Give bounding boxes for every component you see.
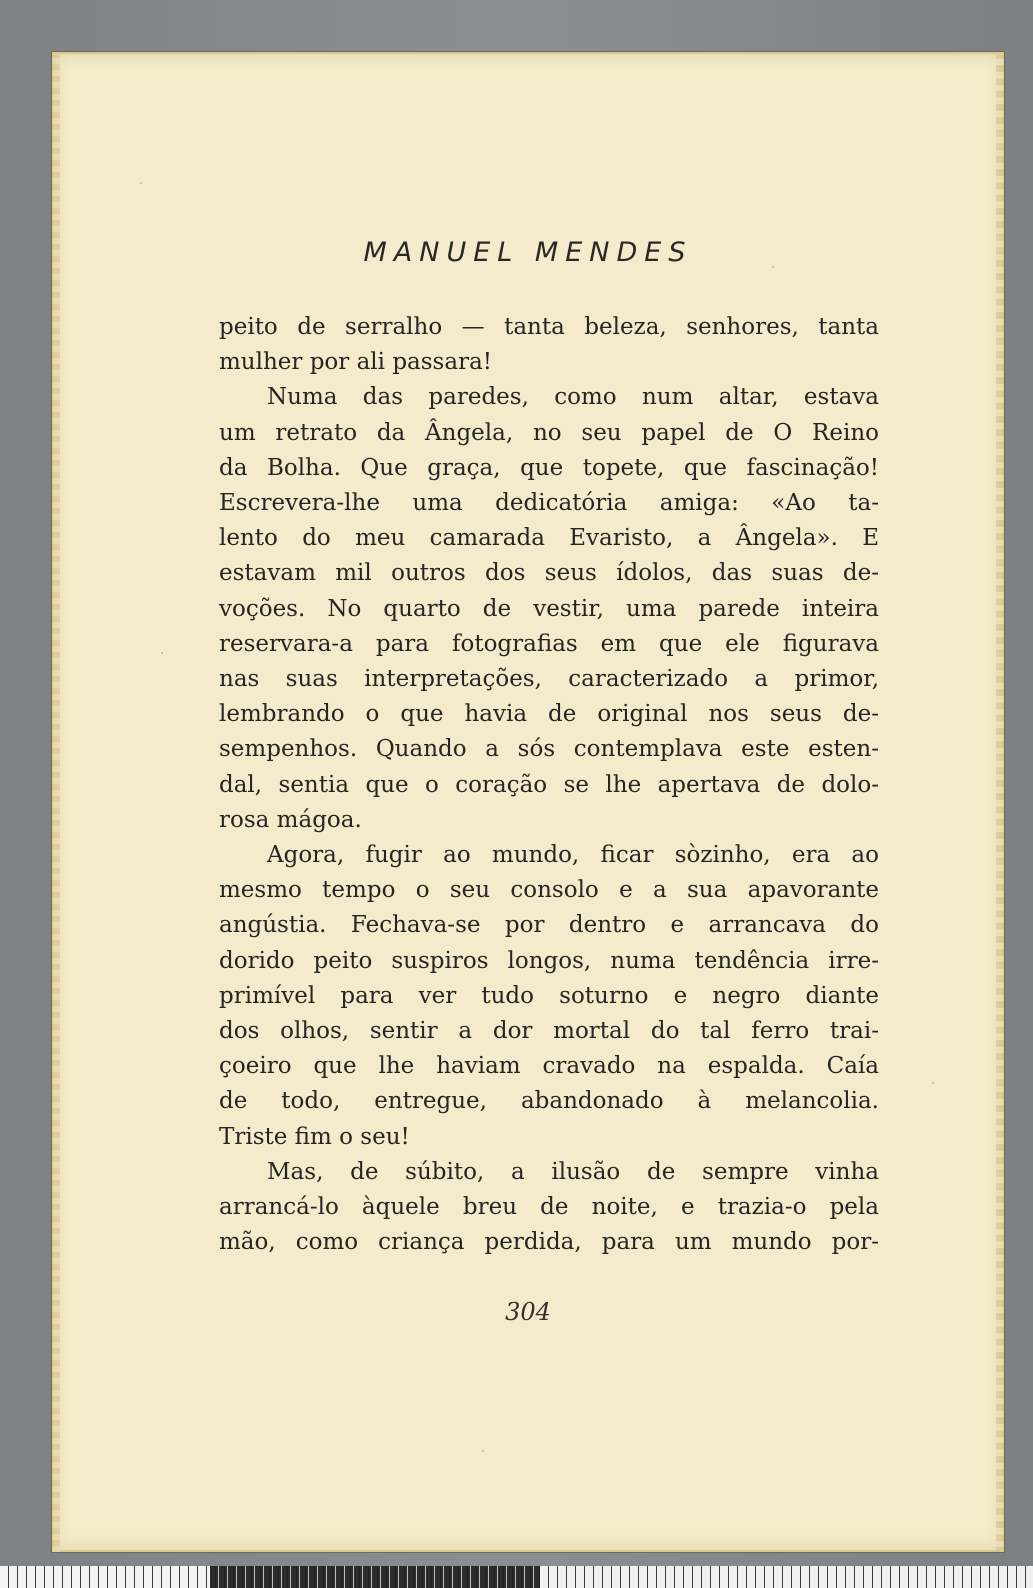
text-line: mulher por ali passara! (219, 349, 493, 376)
scan-ruler-ticks (210, 1566, 540, 1588)
text-line: mão, como criança perdida, para um mundo por- (219, 1229, 879, 1256)
text-line: Escrevera-lhe uma dedicatória amiga: «Ao ta- (219, 490, 879, 517)
body-text (219, 310, 879, 1260)
text-line: nas suas interpretações, caracterizado a primor, (219, 666, 879, 693)
text-line: voções. No quarto de vestir, uma parede inteira (219, 595, 879, 622)
paper-fleck (140, 182, 142, 184)
text-line: de todo, entregue, abandonado à melancolia. (219, 1088, 879, 1115)
text-line: sempenhos. Quando a sós contemplava este esten- (219, 736, 879, 763)
text-line: primível para ver tudo soturno e negro diante (219, 982, 879, 1009)
page-number: 304 (505, 1298, 551, 1326)
paper-fleck (482, 1450, 484, 1452)
text-line: Mas, de súbito, a ilusão de sempre vinha (267, 1158, 879, 1185)
text-line: estavam mil outros dos seus ídolos, das suas de- (219, 560, 879, 587)
paper-fleck (161, 652, 163, 654)
text-line: um retrato da Ângela, no seu papel de O Reino (219, 419, 879, 446)
text-line: Agora, fugir ao mundo, ficar sòzinho, era ao (267, 842, 879, 869)
running-head: MANUEL MENDES (363, 237, 693, 268)
text-line: dal, sentia que o coração se lhe apertava de dolo- (219, 771, 879, 798)
paper-fleck (932, 1082, 934, 1084)
paper-fleck (772, 266, 774, 268)
text-line: dos olhos, sentir a dor mortal do tal ferro trai- (219, 1018, 879, 1045)
text-line: lento do meu camarada Evaristo, a Ângela». E (219, 525, 879, 552)
text-line: angústia. Fechava-se por dentro e arrancava do (219, 912, 879, 939)
text-line: rosa mágoa. (219, 806, 362, 833)
text-line: arrancá-lo àquele breu de noite, e trazia-o pela (219, 1194, 879, 1221)
text-line: çoeiro que lhe haviam cravado na espalda. Caía (219, 1053, 879, 1080)
text-line: lembrando o que havia de original nos seus de- (219, 701, 879, 728)
text-line: Numa das paredes, como num altar, estava (267, 384, 879, 411)
text-line: peito de serralho — tanta beleza, senhores, tanta (219, 314, 879, 340)
text-line: Triste fim o seu! (219, 1123, 410, 1150)
text-line: reservara-a para fotografias em que ele figurava (219, 630, 879, 657)
book-page (52, 52, 1004, 1552)
text-line: da Bolha. Que graça, que topete, que fascinação! (219, 454, 879, 481)
text-line: mesmo tempo o seu consolo e a sua apavorante (219, 877, 879, 904)
text-line: dorido peito suspiros longos, numa tendência irre- (219, 947, 879, 974)
